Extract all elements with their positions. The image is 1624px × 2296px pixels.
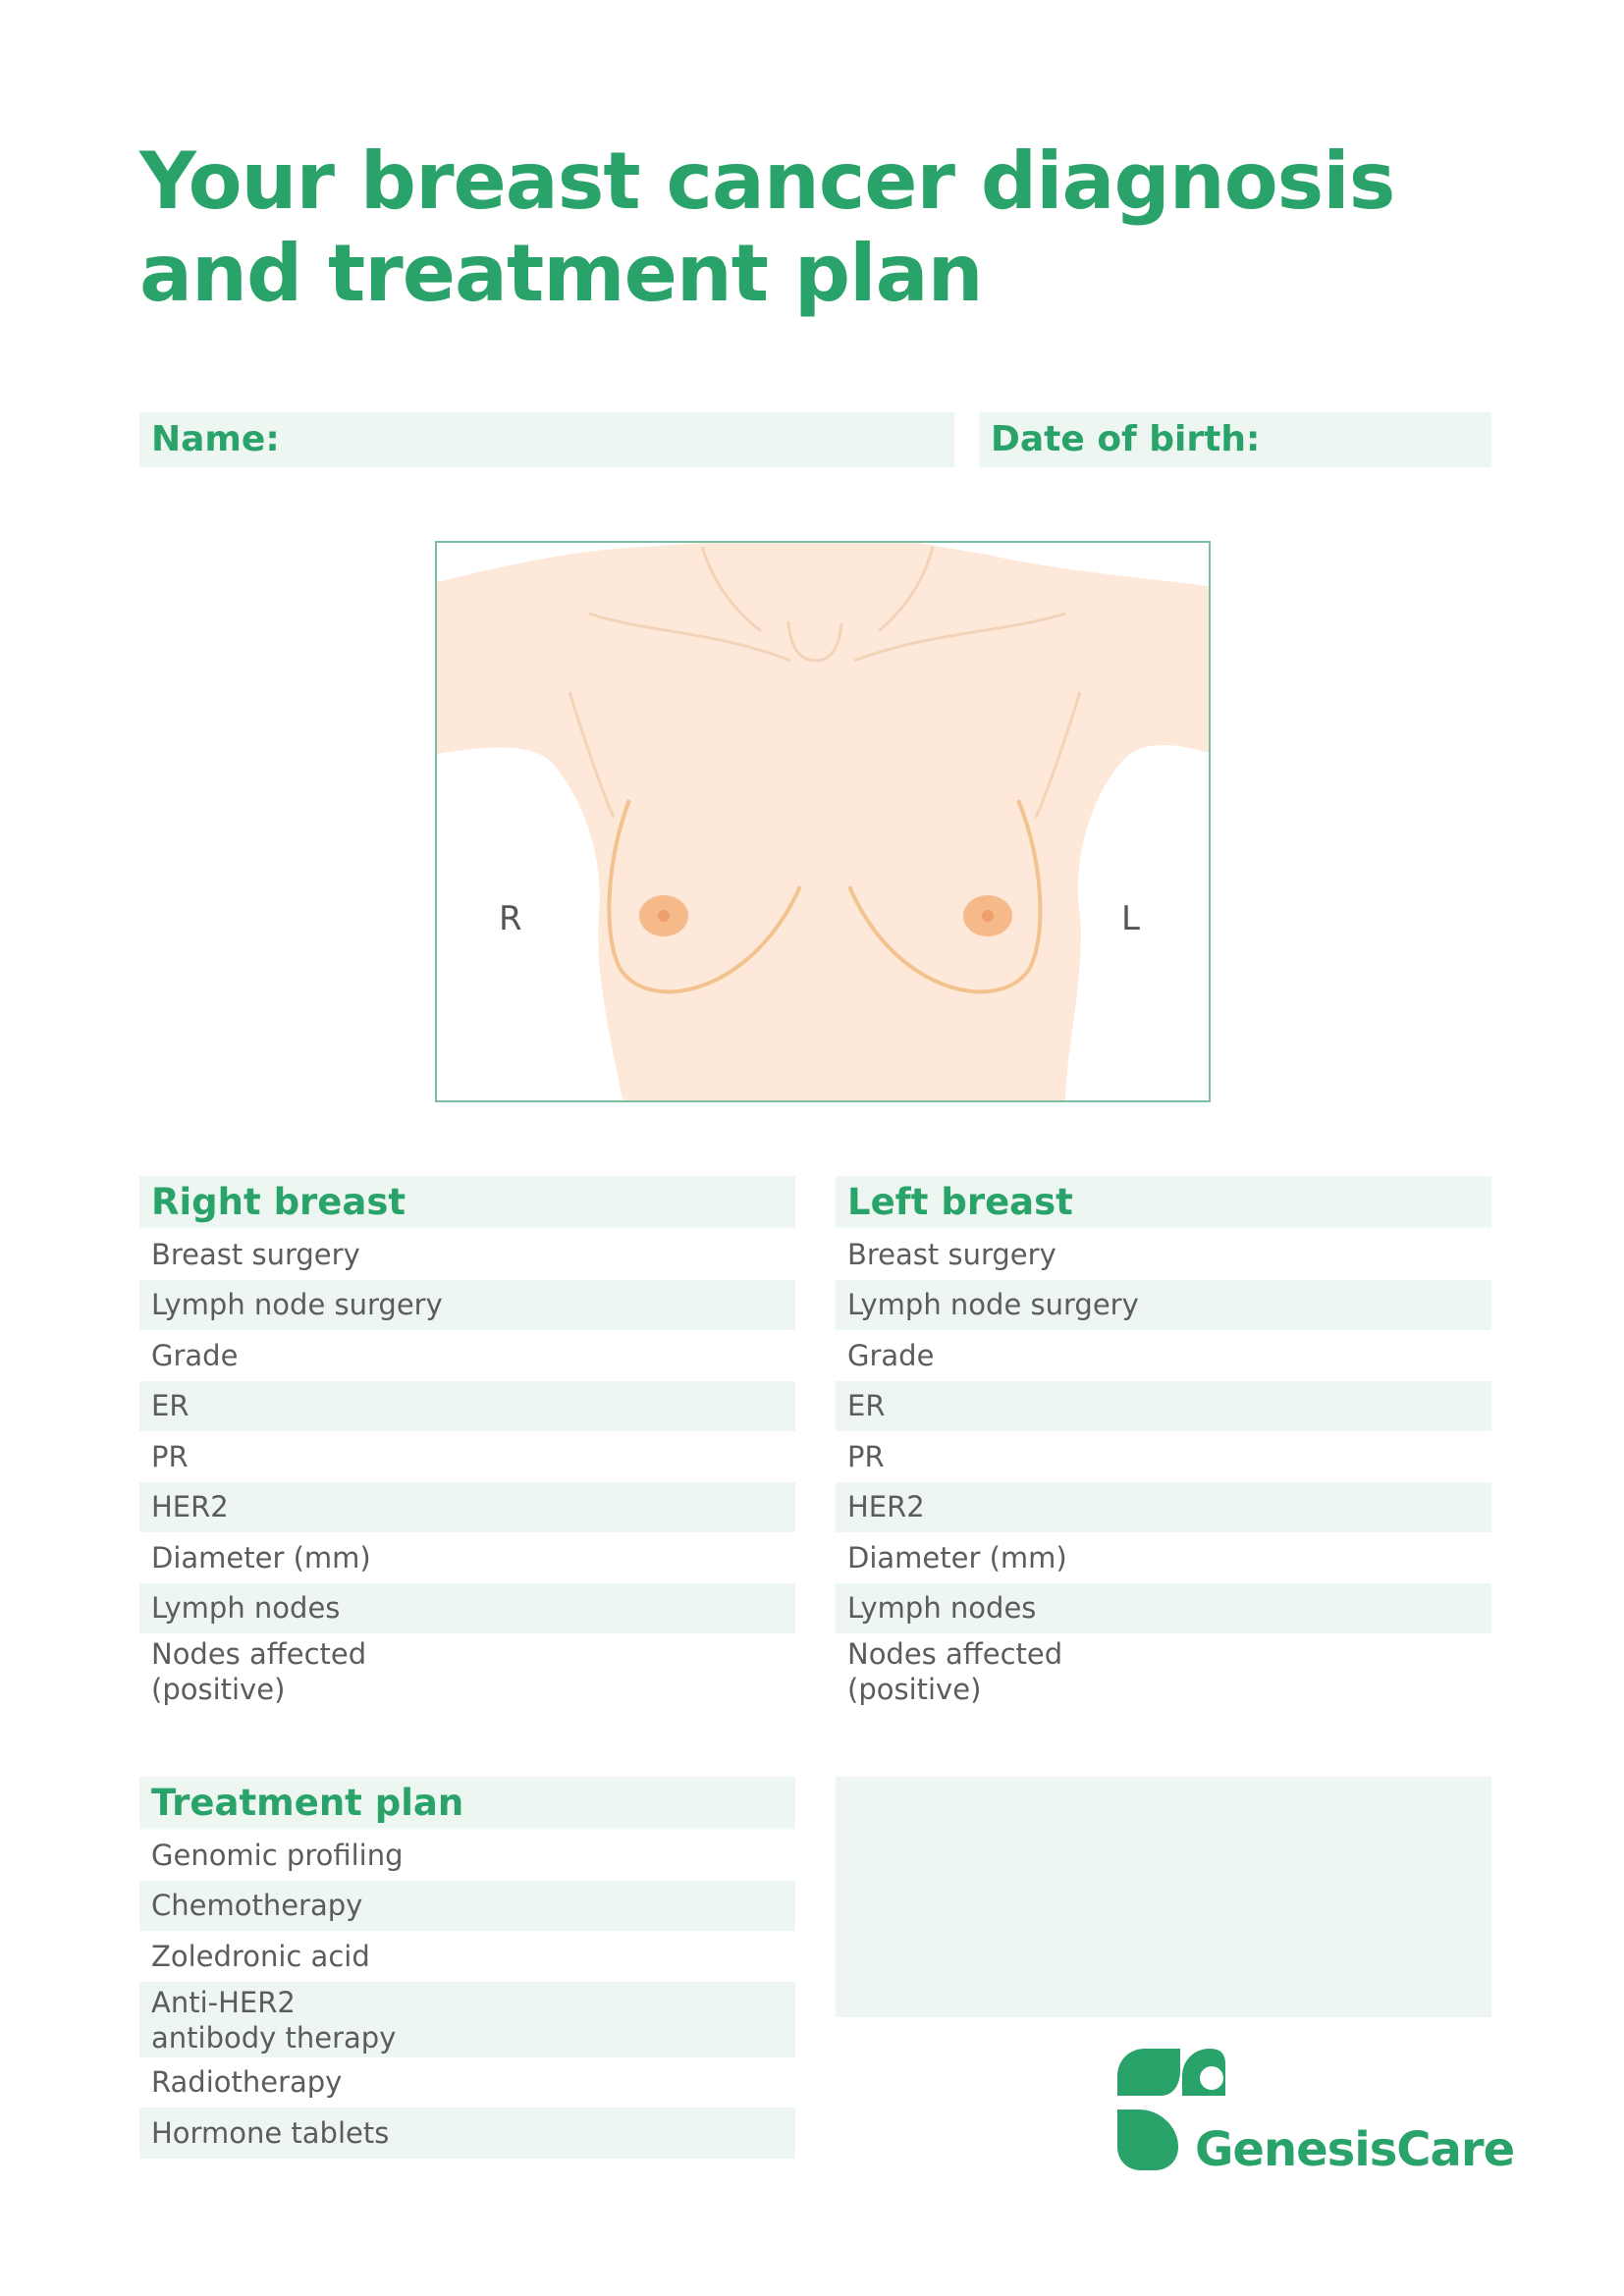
page-title	[139, 135, 1416, 320]
name-field[interactable]	[139, 412, 954, 467]
table-row[interactable]	[139, 1229, 795, 1280]
table-row[interactable]	[139, 1583, 795, 1634]
row-label: Breast surgery	[151, 1237, 360, 1271]
torso-shape	[437, 543, 1211, 1102]
table-row[interactable]	[836, 1482, 1491, 1533]
row-label: Zoledronic acid	[151, 1939, 370, 1973]
row-label: Grade	[151, 1338, 239, 1372]
row-label-line: Anti-HER2	[151, 1985, 296, 2019]
table-row[interactable]	[836, 1330, 1491, 1381]
row-label: ER	[847, 1389, 886, 1423]
torso-illustration	[437, 543, 1211, 1102]
right-breast-title: Right breast	[139, 1176, 795, 1229]
row-label-line: Nodes affected	[847, 1637, 1063, 1671]
row-label-line: (positive)	[151, 1673, 286, 1706]
row-label: Breast surgery	[847, 1237, 1056, 1271]
table-row[interactable]	[836, 1633, 1491, 1709]
row-label-line: Nodes affected	[151, 1637, 367, 1671]
row-label: Lymph nodes	[847, 1591, 1037, 1626]
table-row[interactable]	[139, 1830, 795, 1881]
table-row[interactable]	[139, 1482, 795, 1533]
table-row[interactable]	[139, 1330, 795, 1381]
table-row[interactable]	[836, 1532, 1491, 1583]
row-label: PR	[847, 1439, 885, 1473]
row-label	[151, 1636, 366, 1707]
row-label: Hormone tablets	[151, 2115, 390, 2150]
genesiscare-logo-text: GenesisCare	[1195, 2122, 1515, 2177]
treatment-plan-section	[139, 1777, 795, 2159]
row-label: Diameter (mm)	[151, 1540, 371, 1575]
table-row[interactable]	[139, 1881, 795, 1932]
table-row[interactable]	[139, 1633, 795, 1709]
page-title-line-2: and treatment plan	[139, 228, 983, 319]
table-row[interactable]	[836, 1431, 1491, 1482]
right-breast-section	[139, 1176, 795, 1709]
row-label: Radiotherapy	[151, 2065, 343, 2100]
row-label: HER2	[847, 1490, 925, 1524]
row-label: HER2	[151, 1490, 229, 1524]
table-row[interactable]	[139, 2108, 795, 2159]
left-breast-section	[836, 1176, 1491, 1709]
table-row[interactable]	[139, 2057, 795, 2109]
table-row[interactable]	[139, 1532, 795, 1583]
right-side-label: R	[499, 899, 522, 938]
page-title-line-1: Your breast cancer diagnosis	[139, 135, 1395, 227]
row-label: ER	[151, 1389, 189, 1423]
body-diagram	[435, 541, 1211, 1102]
left-breast-title: Left breast	[836, 1176, 1491, 1229]
row-label-line: (positive)	[847, 1673, 982, 1706]
table-row[interactable]	[139, 1280, 795, 1331]
row-label: Diameter (mm)	[847, 1540, 1067, 1575]
date-of-birth-field[interactable]	[979, 412, 1491, 467]
row-label: Grade	[847, 1338, 935, 1372]
date-of-birth-label: Date of birth:	[991, 419, 1261, 459]
row-label: Lymph node surgery	[847, 1288, 1139, 1322]
name-label: Name:	[151, 419, 280, 459]
row-label: Chemotherapy	[151, 1889, 363, 1923]
left-side-label: L	[1121, 899, 1140, 938]
row-label	[151, 1985, 396, 2056]
table-row[interactable]	[836, 1280, 1491, 1331]
table-row[interactable]	[836, 1229, 1491, 1280]
table-row[interactable]	[139, 1931, 795, 1982]
row-label-line: antibody therapy	[151, 2020, 397, 2055]
table-row[interactable]	[836, 1583, 1491, 1634]
row-label: Lymph nodes	[151, 1591, 341, 1626]
notes-panel[interactable]	[836, 1777, 1491, 2017]
table-row[interactable]	[139, 1431, 795, 1482]
row-label: PR	[151, 1439, 189, 1473]
row-label	[847, 1636, 1062, 1707]
table-row[interactable]	[139, 1982, 795, 2057]
row-label: Genomic profiling	[151, 1838, 404, 1872]
row-label: Lymph node surgery	[151, 1288, 443, 1322]
treatment-plan-title: Treatment plan	[139, 1777, 795, 1830]
table-row[interactable]	[139, 1381, 795, 1432]
table-row[interactable]	[836, 1381, 1491, 1432]
